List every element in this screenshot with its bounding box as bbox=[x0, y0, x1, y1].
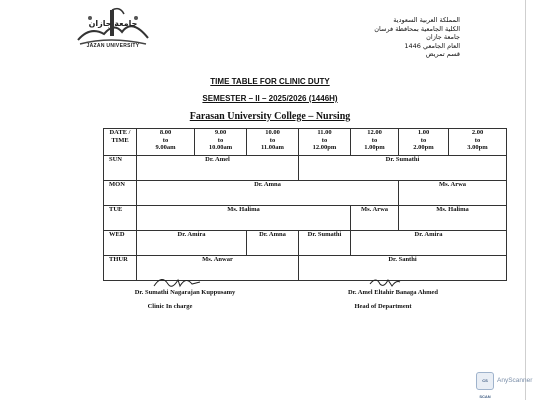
duty-cell: Dr. Sumathi bbox=[299, 231, 351, 256]
time-to: to bbox=[269, 136, 276, 144]
corner-line: TIME bbox=[111, 136, 129, 144]
time-to: to bbox=[162, 136, 169, 144]
time-start: 9.00 bbox=[214, 129, 227, 136]
duty-cell: Dr. Amna bbox=[137, 181, 399, 206]
time-to: to bbox=[217, 136, 224, 144]
day-cell: MON bbox=[104, 181, 137, 206]
duty-cell: Dr. Santhi bbox=[299, 256, 507, 281]
semester-title: SEMESTER – II – 2025/2026 (1446H) bbox=[202, 94, 338, 103]
scanner-logo-icon: CS SCAN bbox=[476, 372, 494, 390]
time-to: to bbox=[321, 136, 328, 144]
time-slot-header bbox=[299, 129, 351, 156]
arabic-line: العام الجامعي 1446 bbox=[404, 41, 460, 50]
duty-cell: Dr. Amira bbox=[137, 231, 247, 256]
time-end: 10.00am bbox=[208, 144, 233, 151]
clinic-duty-timetable bbox=[103, 128, 507, 281]
arabic-line: الكلية الجامعية بمحافظة فرسان bbox=[374, 24, 460, 33]
timetable-row-tue bbox=[104, 206, 507, 231]
logo-arabic-caption: جامعة جازان bbox=[88, 19, 138, 28]
time-start: 10.00 bbox=[265, 129, 280, 136]
right-signatory-role: Head of Department bbox=[354, 303, 412, 310]
time-start: 8.00 bbox=[159, 129, 172, 136]
time-end: 9.00am bbox=[155, 144, 176, 151]
time-slot-header bbox=[449, 129, 507, 156]
duty-cell: Ms. Anwar bbox=[137, 256, 299, 281]
time-end: 11.00am bbox=[261, 144, 284, 151]
arabic-line: جامعة جازان bbox=[426, 33, 460, 42]
document-title: TIME TABLE FOR CLINIC DUTY bbox=[210, 77, 330, 86]
timetable-row-wed bbox=[104, 231, 507, 256]
time-slot-header bbox=[351, 129, 399, 156]
time-start: 11.00 bbox=[317, 129, 332, 136]
arabic-line: قسم تمريض bbox=[425, 50, 460, 59]
left-signatory-name: Dr. Sumathi Nagarajan Kuppusamy bbox=[134, 289, 236, 296]
duty-cell: Ms. Arwa bbox=[351, 206, 399, 231]
duty-cell: Ms. Halima bbox=[399, 206, 507, 231]
time-end: 1.00pm bbox=[364, 144, 385, 151]
duty-cell: Dr. Amna bbox=[247, 231, 299, 256]
day-cell: TUE bbox=[104, 206, 137, 231]
page-edge-line bbox=[525, 0, 526, 400]
right-signatory-name: Dr. Amel Eltahir Banaga Ahmed bbox=[347, 289, 439, 296]
time-to: to bbox=[371, 136, 378, 144]
duty-cell: Ms. Halima bbox=[137, 206, 351, 231]
time-end: 2.00pm bbox=[413, 144, 434, 151]
day-cell: SUN bbox=[104, 156, 137, 181]
day-cell: THUR bbox=[104, 256, 137, 281]
duty-cell: Ms. Arwa bbox=[399, 181, 507, 206]
timetable-row-mon bbox=[104, 181, 507, 206]
logo-caption: JAZAN UNIVERSITY bbox=[86, 43, 140, 49]
duty-cell: Dr. Sumathi bbox=[299, 156, 507, 181]
day-cell: WED bbox=[104, 231, 137, 256]
time-to: to bbox=[474, 136, 481, 144]
time-start: 2.00 bbox=[471, 129, 484, 136]
left-handwritten-signature bbox=[152, 272, 202, 290]
duty-cell: Dr. Amira bbox=[351, 231, 507, 256]
time-end: 12.00pm bbox=[312, 144, 337, 151]
time-end: 3.00pm bbox=[467, 144, 488, 151]
timetable-header-row bbox=[104, 129, 507, 156]
time-start: 12.00 bbox=[367, 129, 382, 136]
scanner-watermark-label: AnyScanner bbox=[497, 377, 533, 384]
arabic-line: المملكة العربية السعودية bbox=[393, 16, 460, 24]
duty-cell: Dr. Amel bbox=[137, 156, 299, 181]
timetable-row-sun bbox=[104, 156, 507, 181]
time-to: to bbox=[420, 136, 427, 144]
corner-line: DATE / bbox=[109, 129, 131, 136]
time-start: 1.00 bbox=[417, 129, 430, 136]
time-slot-header bbox=[195, 129, 247, 156]
arabic-header bbox=[374, 16, 460, 59]
corner-header bbox=[104, 129, 137, 156]
college-title: Farasan University College – Nursing bbox=[189, 111, 351, 122]
time-slot-header bbox=[247, 129, 299, 156]
left-signatory-role: Clinic In charge bbox=[147, 303, 193, 310]
time-slot-header bbox=[399, 129, 449, 156]
time-slot-header bbox=[137, 129, 195, 156]
right-handwritten-signature bbox=[368, 274, 402, 290]
